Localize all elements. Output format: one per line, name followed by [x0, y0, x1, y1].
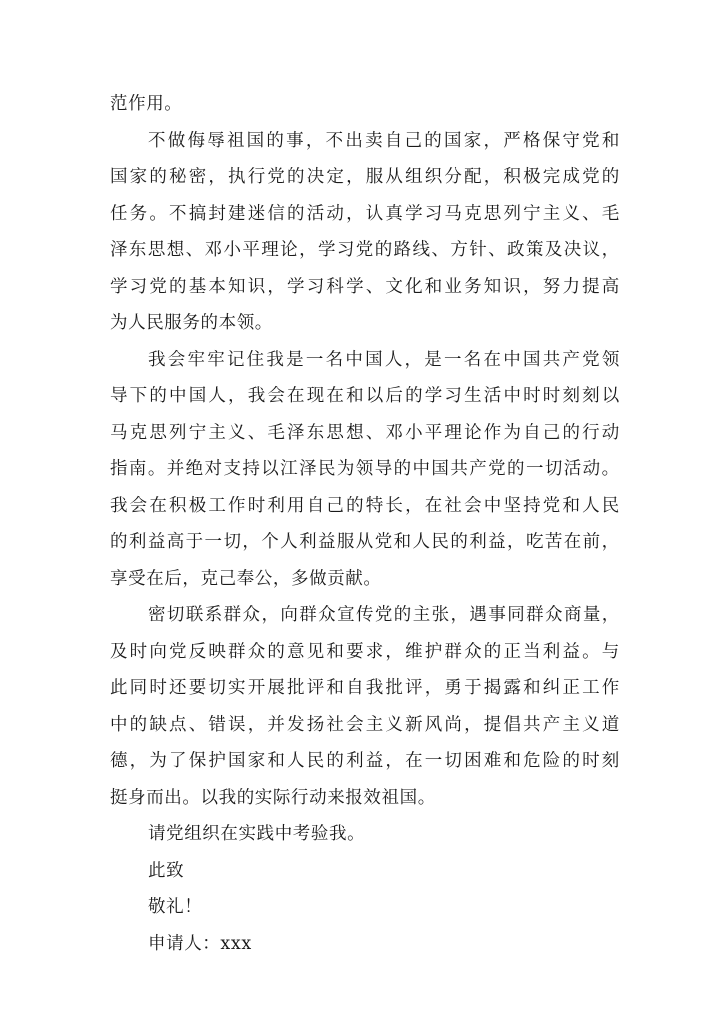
text-line: 学 习 党 的 基 本 知 识 ， 学 习 科 学 、 文 化 和 业 务 知 识 ， 努 力 提 高: [110, 276, 620, 297]
text-line: 为人民服务的本领。: [110, 313, 273, 333]
text-line: 德 ， 为 了 保 护 国 家 和 人 民 的 利 益 ， 在 一 切 困 难 和 危 险 的 时 刻: [110, 751, 620, 771]
text-line: 中 的 缺 点 、 错 误 ， 并 发 扬 社 会 主 义 新 风 尚 ， 提 倡 共 产 主 义 道: [110, 714, 620, 735]
text-line: 的 利 益 高 于 一 切 ， 个 人 利 益 服 从 党 和 人 民 的 利 益 ， 吃 苦 在 前 ，: [110, 532, 620, 552]
text-line: 密 切 联 系 群 众 ， 向 群 众 宣 传 党 的 主 张 ， 遇 事 同 群 众 商 量 ，: [148, 605, 620, 625]
text-line: 指 南 。 并 绝 对 支 持 以 江 泽 民 为 领 导 的 中 国 共 产 党 的 一 切 活 动 。: [110, 459, 620, 479]
text-line: 导 下 的 中 国 人 ， 我 会 在 现 在 和 以 后 的 学 习 生 活 中 时 时 刻 刻 以: [110, 386, 620, 406]
text-line: 申请人：xxx: [148, 933, 252, 954]
text-line: 我 会 牢 牢 记 住 我 是 一 名 中 国 人 ， 是 一 名 在 中 国 共 产 党 领: [148, 349, 620, 370]
text-line: 请党组织在实践中考验我。: [148, 824, 366, 844]
text-line: 我 会 在 积 极 工 作 时 利 用 自 己 的 特 长 ， 在 社 会 中 坚 持 党 和 人 民: [110, 495, 620, 516]
text-line: 马 克 思 列 宁 主 义 、 毛 泽 东 思 想 、 邓 小 平 理 论 作 为 自 己 的 行 动: [110, 422, 620, 443]
text-line: 此 同 时 还 要 切 实 开 展 批 评 和 自 我 批 评 ， 勇 于 揭 露 和 纠 正 工 作: [110, 678, 620, 698]
text-line: 挺身而出。以我的实际行动来报效祖国。: [110, 787, 436, 808]
text-line: 不 做 侮 辱 祖 国 的 事 ， 不 出 卖 自 己 的 国 家 ， 严 格 保 守 党 和: [148, 130, 620, 151]
text-line: 此致: [148, 860, 185, 881]
text-line: 泽 东 思 想 、 邓 小 平 理 论 ， 学 习 党 的 路 线 、 方 针 、 政 策 及 决 议 ，: [110, 240, 620, 260]
text-line: 范作用。: [110, 94, 183, 114]
text-line: 及 时 向 党 反 映 群 众 的 意 见 和 要 求 ， 维 护 群 众 的 正 当 利 益 。 与: [110, 641, 620, 662]
text-line: 任 务 。 不 搞 封 建 迷 信 的 活 动 ， 认 真 学 习 马 克 思 列 宁 主 义 、 毛: [110, 203, 620, 224]
document-body: [110, 86, 620, 962]
text-line: 享受在后，克己奉公，多做贡献。: [110, 568, 382, 589]
text-line: 国 家 的 秘 密 ， 执 行 党 的 决 定 ， 服 从 组 织 分 配 ， 积 极 完 成 党 的: [110, 167, 620, 187]
text-line: 敬礼！: [148, 897, 203, 917]
